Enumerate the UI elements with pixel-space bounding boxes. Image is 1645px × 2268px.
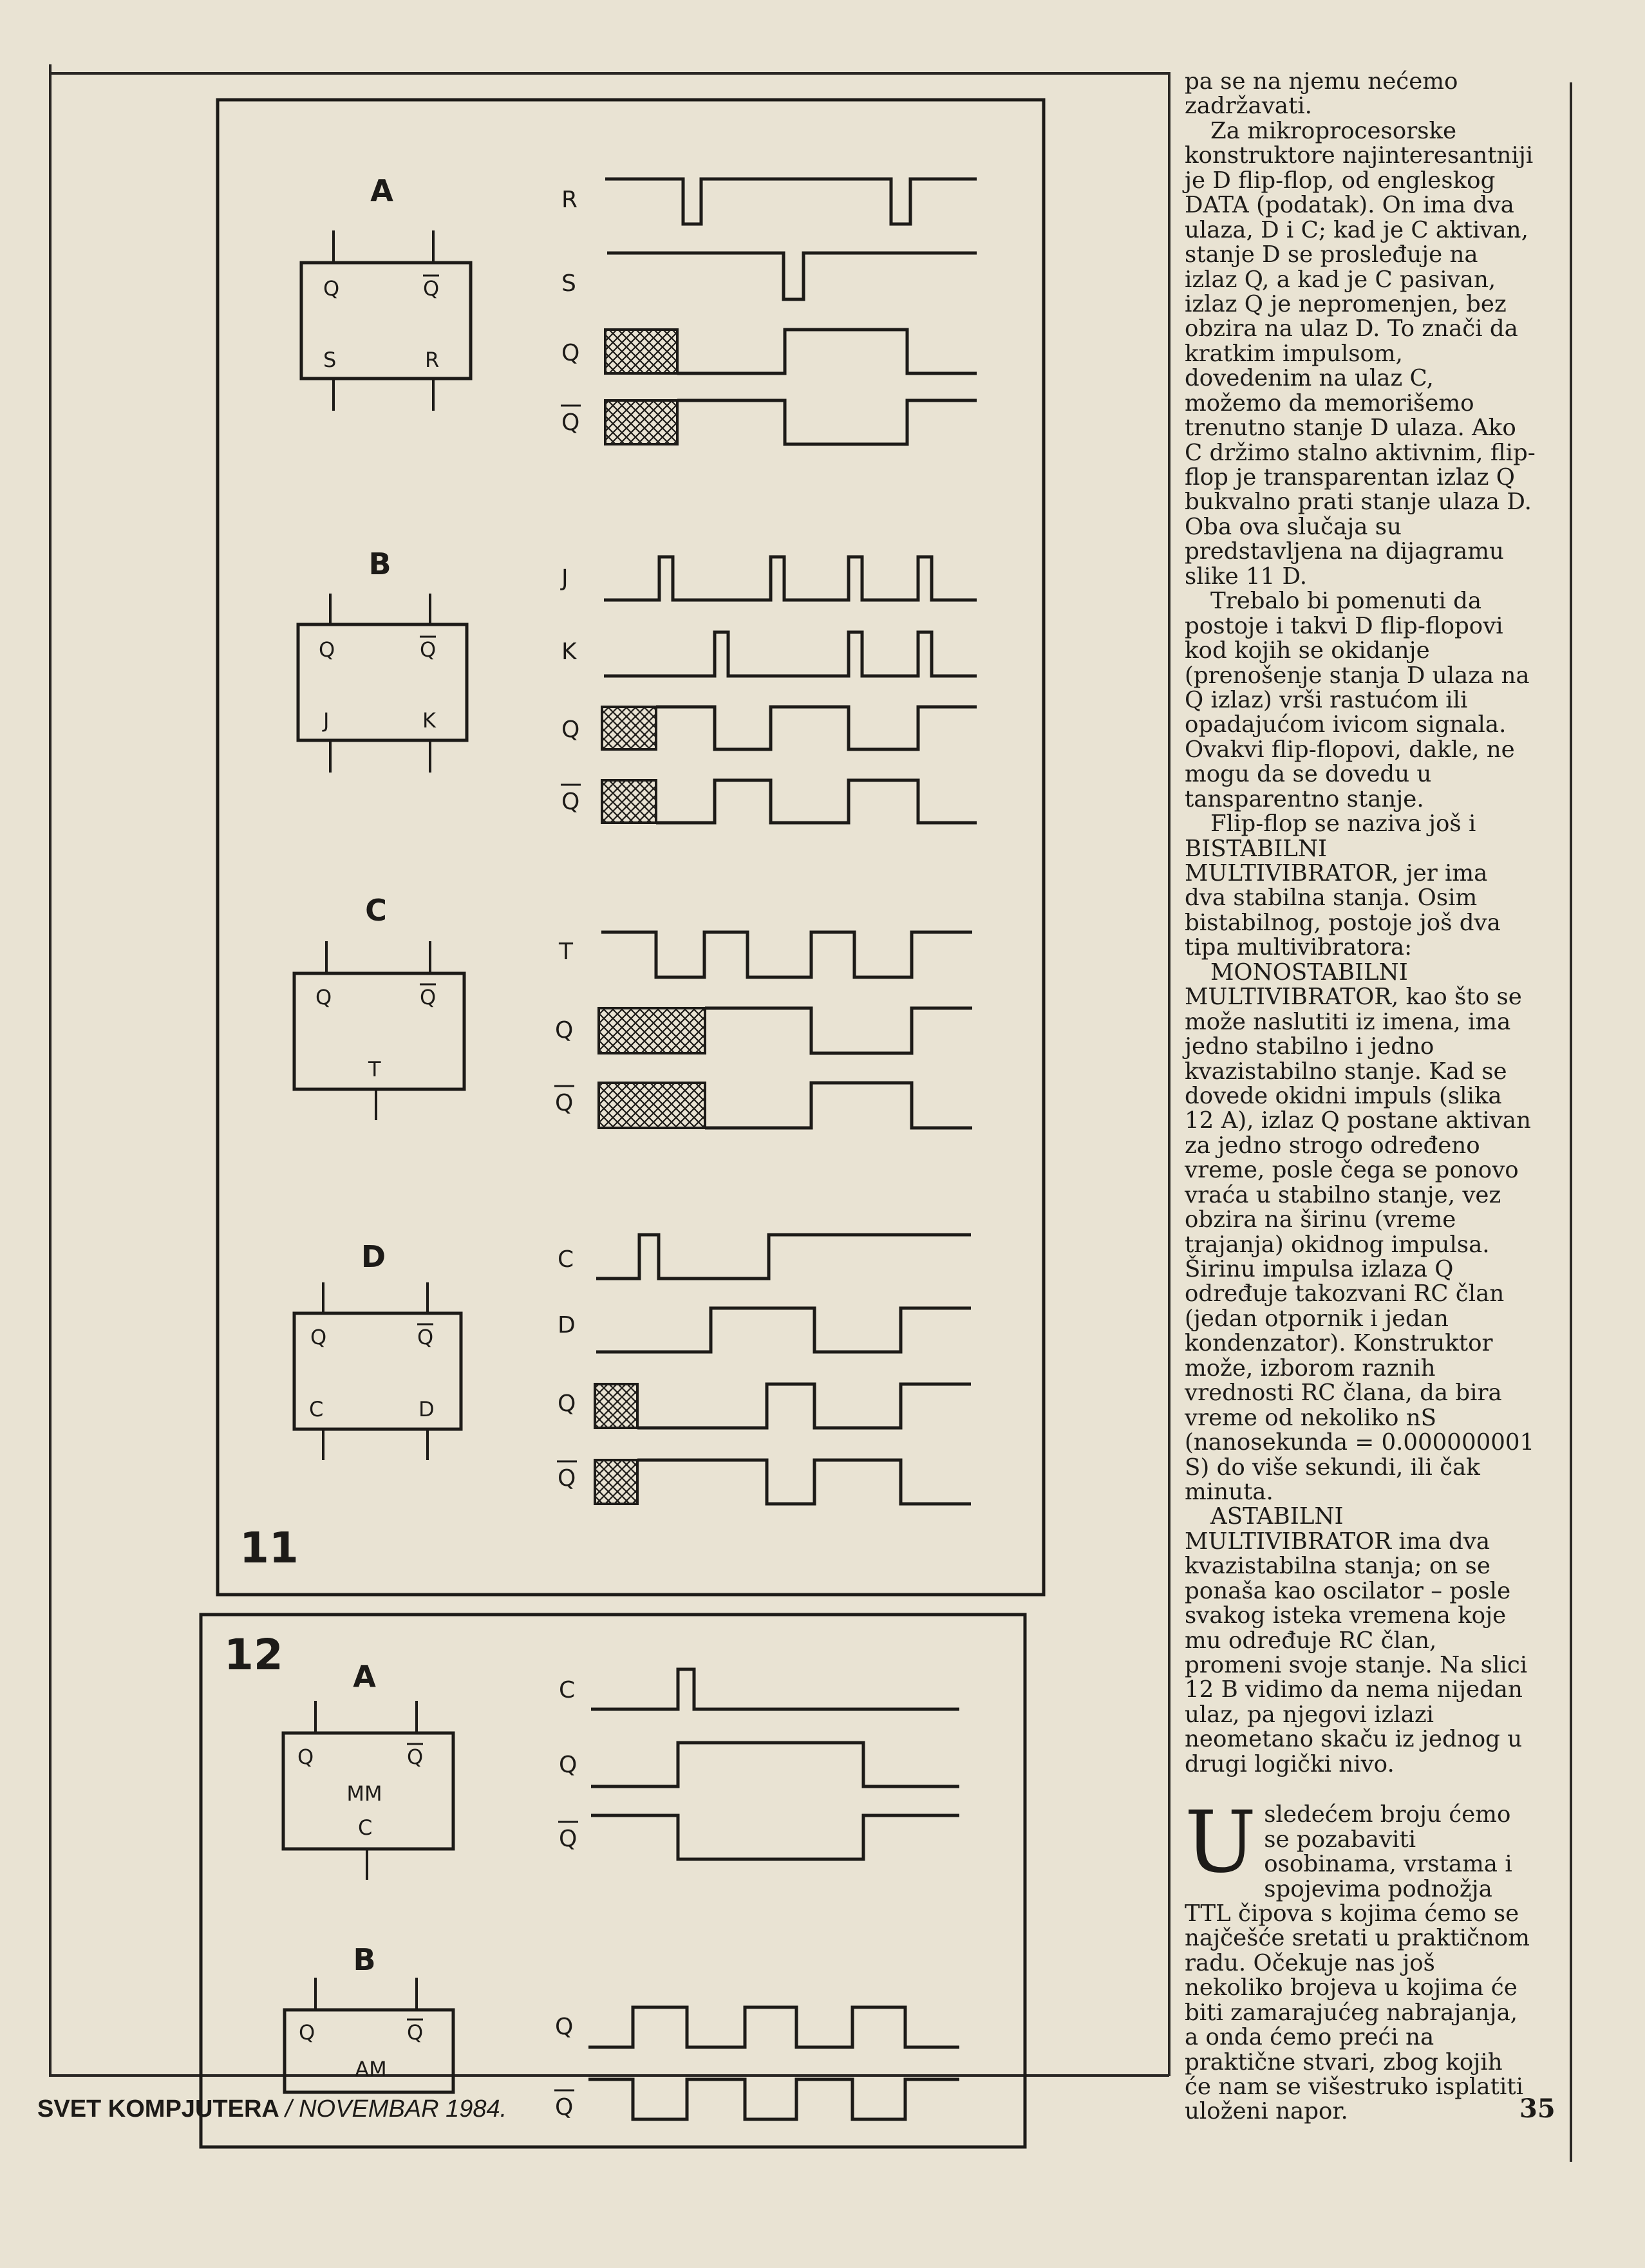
panel-b-box-qbar-label: Q — [407, 2020, 424, 2045]
panel-a-box-qbar-label: Q — [407, 1745, 424, 1769]
article-paragraph: Za mikroprocesorske konstruktore najinteresantniji je D flip-flop, od engleskog DATA (podatak). On ima dva ulaza, D i C; kad je C aktivan, stanje D se prosleđuje na izlaz Q, a kad je C pasivan, izlaz Q je nepromenjen, bez obzira na ulaz D. To znači da kratkim impulsom, dovedenim na ulaz C, možemo da memorišemo trenutno stanje D ulaza. Ako C držimo stalno aktivnim, flip-flop je transparentan izlaz Q bukvalno prati stanje ulaza D. Oba ova slučaja su predstavljena na dijagramu slike 11 D. — [1185, 117, 1536, 590]
undefined-state-hatch — [599, 1008, 705, 1053]
panel-b-box-j-label: J — [323, 708, 330, 733]
article-paragraph: MONOSTABILNI MULTIVIBRATOR, kao što se može naslutiti iz imena, ima jedno stabilno i jedno kvazistabilno stanje. Kad se dovede okidni impuls (slika 12 A), izlaz Q postane aktivan za jedno strogo određeno vreme, posle čega se ponovo vraća u stabilno stanje, vez obzira na širinu (vreme trajanja) okidnog impulsa. Širinu impulsa izlaza Q određuje takozvani RC član (jedan otpornik i jedan kondenzator). Konstruktor može, izborom raznih vrednosti RC člana, da bira vreme od nekoliko nS (nanosekunda = 0.000000001 S) do više sekundi, ili čak minuta. — [1185, 959, 1535, 1505]
panel-d-box-c-label: C — [309, 1397, 324, 1421]
monostable-mm-label: MM — [346, 1781, 382, 1806]
article-paragraph: Trebalo bi pomenuti da postoje i takvi D flip-flopovi kod kojih se okidanje (prenošenje stanja D ulaza na Q izlaz) vrši rastućom ili opadajućom ivicom signala. Ovakvi flip-flopovi, dakle, ne mogu da se dovedu u tansparentno stanje. — [1185, 588, 1530, 812]
figure-11-panel-c — [294, 893, 972, 1128]
waveform-r — [605, 179, 977, 224]
waveform-q — [705, 1008, 972, 1053]
signal-label-q: Q — [561, 717, 580, 743]
panel-c-box-t-label: T — [368, 1057, 381, 1082]
waveform-q — [637, 1384, 971, 1428]
closing-paragraph — [1185, 1793, 1536, 2125]
panel-a-box-qbar-label: Q — [423, 276, 440, 301]
waveform-qbar — [637, 1460, 971, 1504]
page-number: 35 — [1519, 2094, 1556, 2124]
figure-11 — [218, 100, 1044, 1595]
closing-paragraph-text: sledećem broju ćemo se pozabaviti osobinama, vrstama i spojevima podnožja TTL čipova s kojima ćemo se najčešće sretati u praktičnom radu. Očekuje nas još nekoliko brojeva u kojima će biti zamarajućeg nabrajanja, a onda ćemo preći na praktične stvari, zbog kojih će nam se višestruko isplatiti uloženi napor. — [1185, 1801, 1530, 2125]
panel-c-box-q-label: Q — [315, 985, 332, 1009]
signal-label-q: Q — [558, 1391, 576, 1417]
panel-a-box-r-label: R — [425, 348, 440, 372]
figure-12-panel-a — [283, 1659, 959, 1880]
signal-label-q: Q — [555, 1017, 574, 1044]
waveform-q — [591, 1743, 959, 1786]
panel-b-letter: B — [368, 547, 391, 581]
waveform-q — [677, 330, 977, 373]
footer-credit — [37, 2095, 507, 2123]
panel-d-box-qbar-label: Q — [417, 1325, 434, 1349]
waveform-q — [656, 707, 977, 749]
panel-a-letter: A — [353, 1659, 376, 1694]
waveform-qbar — [705, 1083, 972, 1128]
panel-b-box-q-label: Q — [319, 637, 335, 662]
article-paragraph: Flip-flop se naziva još i BISTABILNI MULTIVIBRATOR, jer ima dva stabilna stanja. Osim bistabilnog, postoje još dva tipa multivibratora: — [1185, 811, 1501, 961]
waveform-k — [604, 632, 977, 676]
waveform-qbar — [591, 1815, 959, 1859]
undefined-state-hatch — [602, 707, 656, 749]
article-column — [1185, 70, 1536, 2124]
figure-12-panel-b — [285, 1942, 959, 2121]
panel-a-letter: A — [370, 173, 393, 208]
figure-11-number: 11 — [240, 1523, 299, 1573]
figure-12 — [201, 1615, 1025, 2147]
panel-c-box-qbar-label: Q — [420, 985, 437, 1009]
waveform-s — [607, 253, 977, 299]
signal-label-d: D — [558, 1312, 576, 1338]
undefined-state-hatch — [599, 1083, 705, 1128]
panel-d-box-d-label: D — [418, 1397, 435, 1421]
signal-label-qbar: Q — [555, 1090, 574, 1116]
waveform-qbar — [677, 400, 977, 444]
figure-11-panel-d — [294, 1235, 971, 1504]
panel-b-box-k-label: K — [422, 708, 436, 733]
waveform-qbar — [588, 2079, 959, 2119]
right-margin-rule — [1570, 82, 1572, 2162]
signal-label-r: R — [561, 187, 578, 213]
signal-label-qbar: Q — [561, 789, 580, 815]
issue-date: / NOVEMBAR 1984. — [285, 2095, 507, 2123]
undefined-state-hatch — [595, 1460, 637, 1504]
panel-d-box-q-label: Q — [310, 1325, 327, 1349]
signal-label-k: K — [561, 639, 577, 665]
figure-11-frame — [218, 100, 1044, 1595]
article-paragraph: ASTABILNI MULTIVIBRATOR ima dva kvazistabilna stanja; on se ponaša kao oscilator – posle svakog isteka vremena koje mu određuje RC član, promeni svoje stanje. Na slici 12 B vidimo da nema nijedan ulaz, pa njegovi izlazi neometano skaču iz jednog u drugi logički nivo. — [1185, 1503, 1528, 1777]
figure-11-panel-a — [301, 173, 977, 444]
undefined-state-hatch — [605, 400, 677, 444]
panel-a-box-q-label: Q — [297, 1745, 314, 1769]
waveform-q — [588, 2007, 959, 2047]
panel-b-box-q-label: Q — [299, 2020, 315, 2045]
panel-a-box-s-label: S — [323, 348, 337, 372]
signal-label-qbar: Q — [555, 2094, 574, 2121]
panel-c-letter: C — [365, 893, 387, 928]
signal-label-qbar: Q — [558, 1465, 576, 1492]
undefined-state-hatch — [605, 330, 677, 373]
waveform-t — [601, 932, 972, 977]
article-paragraph: pa se na njemu nećemo zadržavati. — [1185, 68, 1458, 120]
undefined-state-hatch — [602, 780, 656, 823]
figure-11-panel-b — [298, 547, 977, 823]
waveform-c — [591, 1669, 959, 1709]
panel-a-box-q-label: Q — [323, 276, 340, 301]
figure-12-frame — [201, 1615, 1025, 2147]
signal-label-c: C — [559, 1677, 576, 1703]
astable-am-label: AM — [355, 2057, 387, 2081]
drop-cap: U — [1185, 1793, 1257, 1893]
magazine-name: SVET KOMPJUTERA — [37, 2095, 279, 2123]
waveform-qbar — [656, 780, 977, 823]
signal-label-qbar: Q — [559, 1826, 578, 1852]
signal-label-qbar: Q — [561, 409, 580, 436]
signal-label-j: J — [561, 565, 569, 592]
waveform-c — [596, 1235, 971, 1279]
panel-b-letter: B — [353, 1942, 376, 1977]
signal-label-c: C — [558, 1246, 574, 1273]
signal-label-q: Q — [559, 1752, 578, 1778]
undefined-state-hatch — [595, 1384, 637, 1428]
figure-12-number: 12 — [224, 1630, 283, 1680]
waveform-j — [604, 557, 977, 600]
panel-a-box-c-label: C — [358, 1815, 373, 1840]
signal-label-q: Q — [555, 2014, 574, 2040]
panel-b-box-qbar-label: Q — [420, 637, 437, 662]
signal-label-q: Q — [561, 340, 580, 366]
panel-d-letter: D — [361, 1239, 386, 1274]
signal-label-t: T — [559, 939, 573, 965]
waveform-d — [596, 1308, 971, 1352]
signal-label-s: S — [561, 270, 576, 297]
